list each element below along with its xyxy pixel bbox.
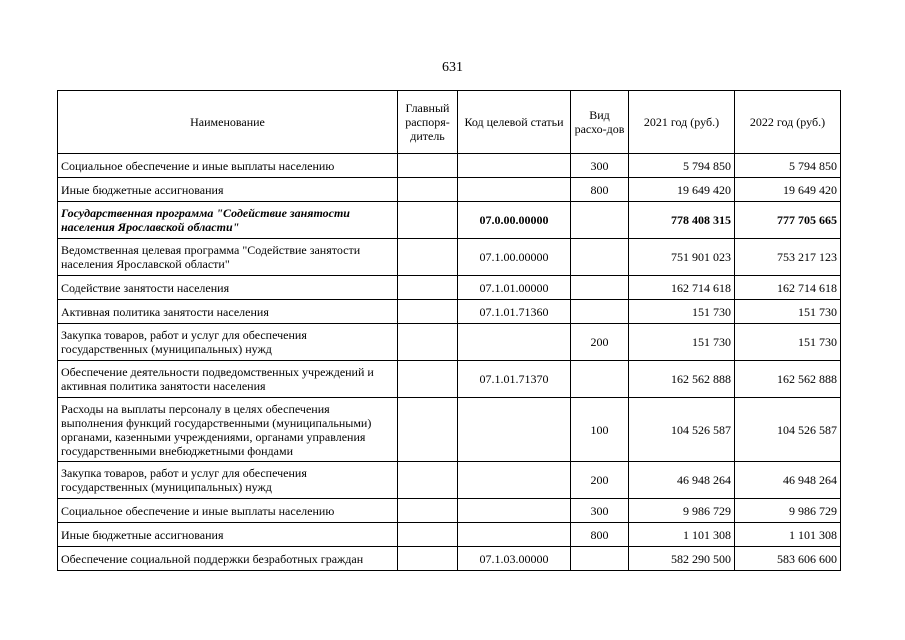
row-name: Социальное обеспечение и иные выплаты населению: [58, 154, 398, 178]
row-expense-type: 200: [571, 324, 629, 361]
row-amount-2022: 151 730: [735, 300, 841, 324]
row-amount-2022: 777 705 665: [735, 202, 841, 239]
row-amount-2021: 5 794 850: [629, 154, 735, 178]
row-name: Иные бюджетные ассигнования: [58, 178, 398, 202]
row-amount-2022: 19 649 420: [735, 178, 841, 202]
row-target-code: [458, 523, 571, 547]
header-year-2022: 2022 год (руб.): [735, 91, 841, 154]
row-amount-2022: 151 730: [735, 324, 841, 361]
row-amount-2021: 778 408 315: [629, 202, 735, 239]
table-header-row: [58, 91, 841, 154]
table-row: [58, 361, 841, 398]
row-main-manager: [398, 462, 458, 499]
row-main-manager: [398, 523, 458, 547]
header-main-manager: Главный распоря-дитель: [398, 91, 458, 154]
row-target-code: [458, 154, 571, 178]
header-expense-type: Вид расхо-дов: [571, 91, 629, 154]
row-main-manager: [398, 239, 458, 276]
row-target-code: [458, 499, 571, 523]
row-name: Социальное обеспечение и иные выплаты населению: [58, 499, 398, 523]
table-row: [58, 178, 841, 202]
row-expense-type: [571, 202, 629, 239]
row-target-code: 07.1.01.71370: [458, 361, 571, 398]
table-row: [58, 523, 841, 547]
row-main-manager: [398, 547, 458, 571]
row-amount-2022: 104 526 587: [735, 398, 841, 462]
row-expense-type: [571, 276, 629, 300]
row-amount-2021: 162 714 618: [629, 276, 735, 300]
row-main-manager: [398, 154, 458, 178]
row-amount-2021: 151 730: [629, 300, 735, 324]
row-main-manager: [398, 398, 458, 462]
row-amount-2022: 583 606 600: [735, 547, 841, 571]
row-main-manager: [398, 499, 458, 523]
row-name: Государственная программа "Содействие занятости населения Ярославской области": [58, 202, 398, 239]
row-name: Расходы на выплаты персоналу в целях обеспечения выполнения функций государственными (муниципальными) органами, казенными учреждениями, органами управления государственными внебюджетными фондами: [58, 398, 398, 462]
table-row: [58, 202, 841, 239]
row-target-code: 07.1.01.00000: [458, 276, 571, 300]
row-name: Обеспечение социальной поддержки безработных граждан: [58, 547, 398, 571]
row-main-manager: [398, 178, 458, 202]
row-expense-type: [571, 239, 629, 276]
row-target-code: [458, 398, 571, 462]
page-number: 631: [442, 60, 463, 75]
row-main-manager: [398, 361, 458, 398]
row-expense-type: 800: [571, 178, 629, 202]
row-amount-2021: 9 986 729: [629, 499, 735, 523]
row-amount-2022: 162 714 618: [735, 276, 841, 300]
row-main-manager: [398, 324, 458, 361]
row-amount-2021: 582 290 500: [629, 547, 735, 571]
row-amount-2021: 104 526 587: [629, 398, 735, 462]
table-row: [58, 239, 841, 276]
row-name: Иные бюджетные ассигнования: [58, 523, 398, 547]
header-year-2021: 2021 год (руб.): [629, 91, 735, 154]
row-amount-2022: 1 101 308: [735, 523, 841, 547]
row-name: Активная политика занятости населения: [58, 300, 398, 324]
row-main-manager: [398, 202, 458, 239]
row-amount-2021: 1 101 308: [629, 523, 735, 547]
budget-table: [57, 90, 841, 571]
row-amount-2021: 751 901 023: [629, 239, 735, 276]
row-target-code: 07.1.01.71360: [458, 300, 571, 324]
row-expense-type: 100: [571, 398, 629, 462]
row-target-code: 07.0.00.00000: [458, 202, 571, 239]
row-amount-2021: 162 562 888: [629, 361, 735, 398]
table-row: [58, 499, 841, 523]
table-row: [58, 154, 841, 178]
row-expense-type: 300: [571, 154, 629, 178]
row-amount-2021: 151 730: [629, 324, 735, 361]
row-amount-2022: 162 562 888: [735, 361, 841, 398]
table-row: [58, 300, 841, 324]
row-name: Закупка товаров, работ и услуг для обеспечения государственных (муниципальных) нужд: [58, 462, 398, 499]
row-main-manager: [398, 300, 458, 324]
row-amount-2021: 19 649 420: [629, 178, 735, 202]
row-name: Ведомственная целевая программа "Содействие занятости населения Ярославской области": [58, 239, 398, 276]
table-row: [58, 547, 841, 571]
row-amount-2022: 5 794 850: [735, 154, 841, 178]
row-expense-type: [571, 547, 629, 571]
table-row: [58, 276, 841, 300]
row-target-code: [458, 178, 571, 202]
row-target-code: 07.1.03.00000: [458, 547, 571, 571]
row-target-code: [458, 324, 571, 361]
row-amount-2022: 753 217 123: [735, 239, 841, 276]
row-amount-2021: 46 948 264: [629, 462, 735, 499]
row-expense-type: [571, 300, 629, 324]
row-target-code: 07.1.00.00000: [458, 239, 571, 276]
row-expense-type: 800: [571, 523, 629, 547]
row-name: Содействие занятости населения: [58, 276, 398, 300]
row-expense-type: 300: [571, 499, 629, 523]
row-expense-type: 200: [571, 462, 629, 499]
table-row: [58, 398, 841, 462]
header-target-code: Код целевой статьи: [458, 91, 571, 154]
row-amount-2022: 46 948 264: [735, 462, 841, 499]
row-expense-type: [571, 361, 629, 398]
table-row: [58, 324, 841, 361]
row-amount-2022: 9 986 729: [735, 499, 841, 523]
row-name: Обеспечение деятельности подведомственных учреждений и активная политика занятости населения: [58, 361, 398, 398]
row-name: Закупка товаров, работ и услуг для обеспечения государственных (муниципальных) нужд: [58, 324, 398, 361]
row-target-code: [458, 462, 571, 499]
row-main-manager: [398, 276, 458, 300]
table-row: [58, 462, 841, 499]
header-name: Наименование: [58, 91, 398, 154]
